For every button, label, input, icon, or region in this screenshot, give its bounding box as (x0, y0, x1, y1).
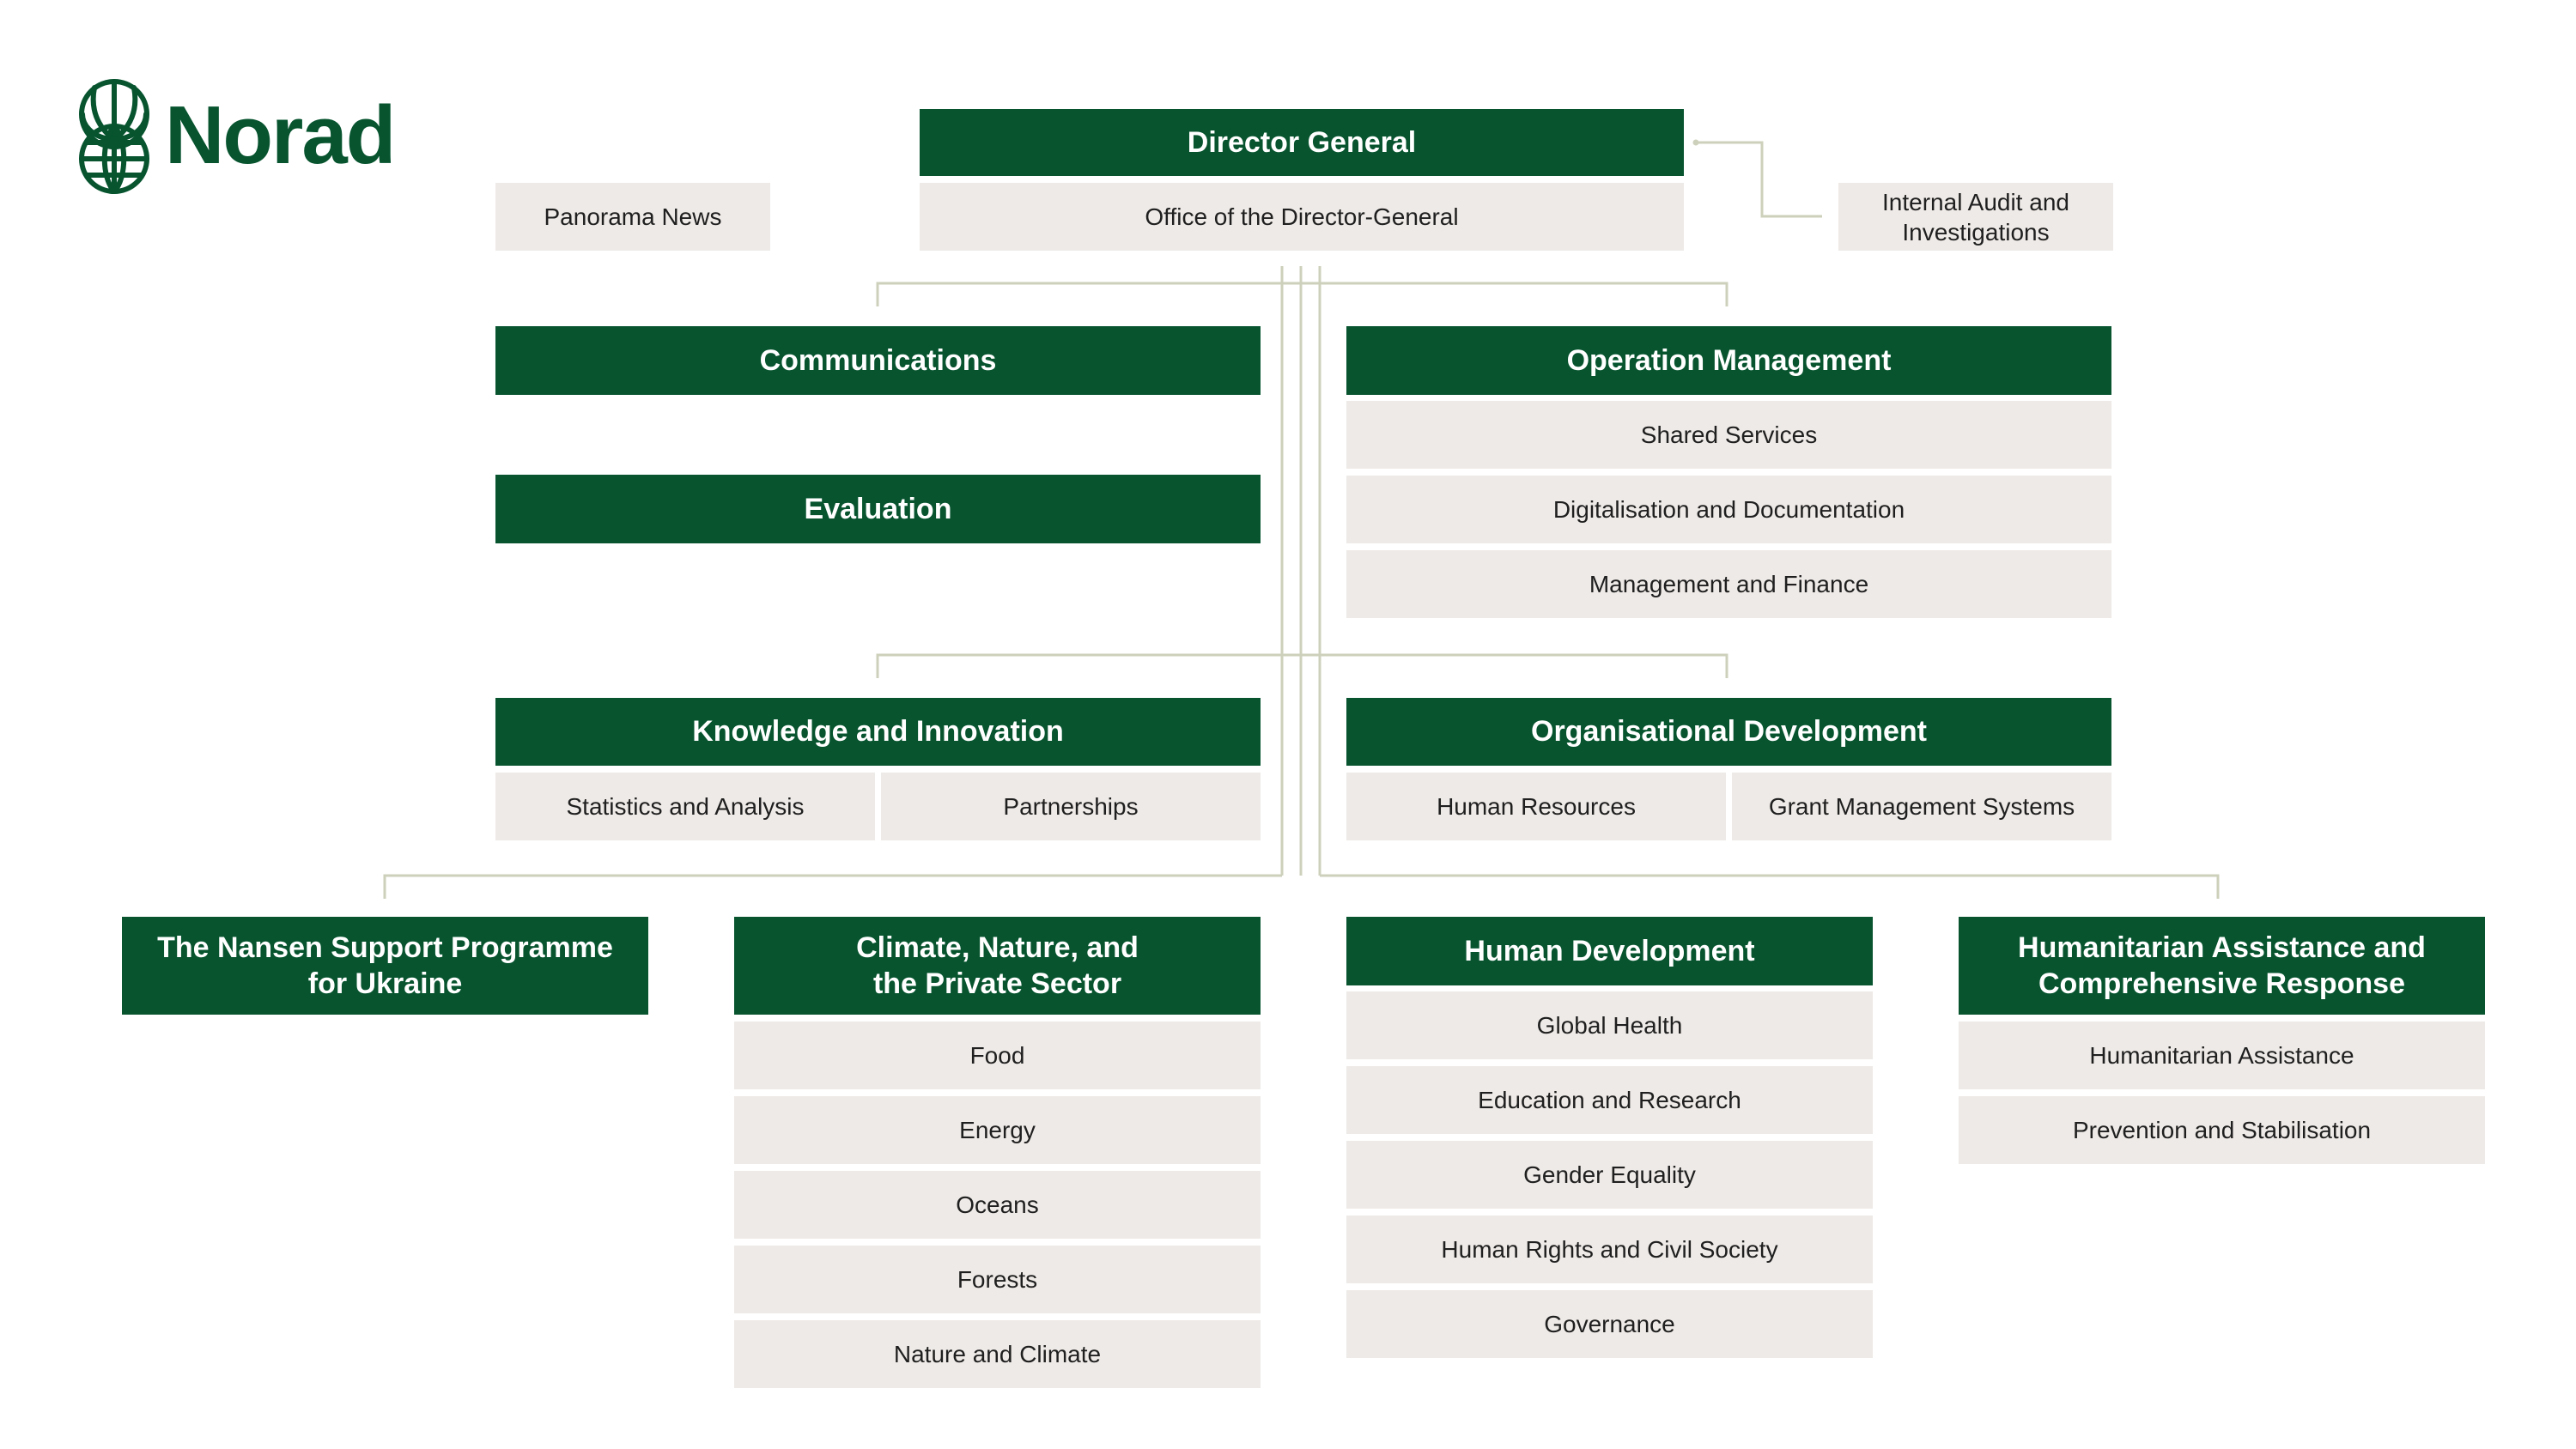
knowledge-innovation-header: Knowledge and Innovation (495, 698, 1261, 766)
humanitarian-unit-prevention: Prevention and Stabilisation (1959, 1096, 2485, 1164)
logo-wordmark: Norad (165, 89, 395, 181)
connector-level-3-right (1320, 876, 2218, 899)
human-development-header: Human Development (1346, 917, 1873, 985)
nansen-programme-header: The Nansen Support Programme for Ukraine (122, 917, 648, 1015)
internal-audit: Internal Audit and Investigations (1838, 183, 2113, 251)
panorama-news: Panorama News (495, 183, 770, 251)
human-unit-governance: Governance (1346, 1290, 1873, 1358)
communications-header: Communications (495, 326, 1261, 395)
grant-management-systems: Grant Management Systems (1732, 773, 2111, 840)
climate-unit-food: Food (734, 1022, 1261, 1089)
climate-unit-oceans: Oceans (734, 1171, 1261, 1239)
climate-unit-nature-climate: Nature and Climate (734, 1320, 1261, 1388)
globe-leaf-icon (76, 76, 153, 196)
human-unit-education-research: Education and Research (1346, 1066, 1873, 1134)
climate-unit-energy: Energy (734, 1096, 1261, 1164)
climate-nature-header: Climate, Nature, and the Private Sector (734, 917, 1261, 1015)
statistics-analysis: Statistics and Analysis (495, 773, 875, 840)
climate-unit-forests: Forests (734, 1246, 1261, 1313)
norad-logo[interactable] (76, 76, 394, 196)
evaluation-header: Evaluation (495, 475, 1261, 543)
digitalisation-documentation: Digitalisation and Documentation (1346, 476, 2111, 543)
partnerships: Partnerships (881, 773, 1261, 840)
human-unit-gender-equality: Gender Equality (1346, 1141, 1873, 1209)
operation-management-header: Operation Management (1346, 326, 2111, 395)
management-finance: Management and Finance (1346, 550, 2111, 618)
organisational-development-header: Organisational Development (1346, 698, 2111, 766)
human-resources: Human Resources (1346, 773, 1726, 840)
human-unit-human-rights: Human Rights and Civil Society (1346, 1216, 1873, 1283)
human-unit-global-health: Global Health (1346, 991, 1873, 1059)
shared-services: Shared Services (1346, 401, 2111, 469)
director-general-header: Director General (920, 109, 1684, 176)
connector-audit (1696, 142, 1822, 216)
humanitarian-unit-assistance: Humanitarian Assistance (1959, 1022, 2485, 1089)
office-director-general: Office of the Director-General (920, 183, 1684, 251)
connector-level-3-left (385, 876, 1282, 899)
connector-dot (1693, 140, 1699, 146)
humanitarian-header: Humanitarian Assistance and Comprehensive Response (1959, 917, 2485, 1015)
